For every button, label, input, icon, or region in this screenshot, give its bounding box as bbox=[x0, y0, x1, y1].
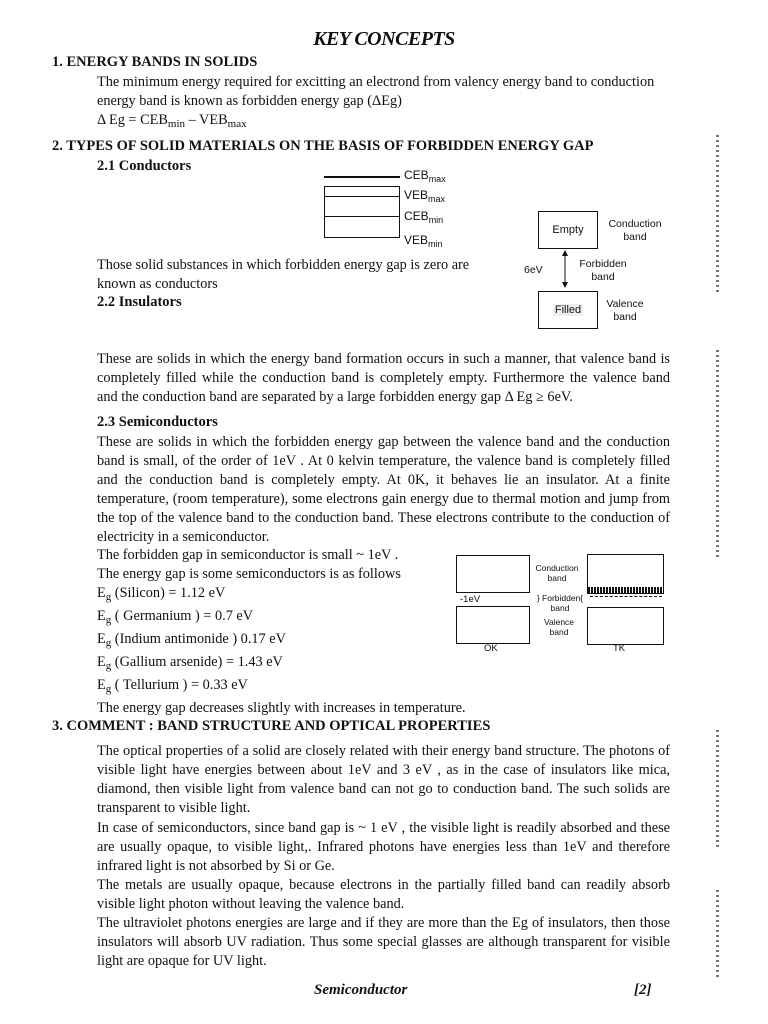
gap-item-indium-antimonide bbox=[97, 630, 466, 653]
optical-paragraph-2: In case of semiconductors, since band gap is ~ 1 eV , the visible light is readily absorbed and these are usually opaque, to visible light,. Infrared photons have energies less than 1eV and therefore infrared light is not absorbed by Si or Ge. bbox=[97, 820, 670, 874]
label-text: CEB bbox=[404, 209, 429, 223]
gap-intro-line: The energy gap is some semiconductors is as follows bbox=[97, 566, 401, 582]
gap-symbol: E bbox=[97, 631, 106, 647]
label-line: band bbox=[591, 271, 615, 283]
label-line: Conduction bbox=[535, 563, 579, 573]
veb-max-label bbox=[404, 188, 445, 204]
equation-subscript-max: max bbox=[227, 118, 247, 130]
section-2-heading: 2. TYPES OF SOLID MATERIALS ON THE BASIS OF FORBIDDEN ENERGY GAP bbox=[52, 138, 594, 154]
semi-conduction-band-0k bbox=[456, 555, 530, 593]
conductors-text bbox=[97, 256, 469, 294]
label-line: Forbidden bbox=[579, 258, 627, 270]
label-line: band bbox=[549, 627, 569, 637]
semi-forbidden-label bbox=[534, 593, 586, 613]
insulators-heading: 2.2 Insulators bbox=[97, 294, 182, 310]
valence-band-label bbox=[602, 298, 648, 324]
gap-item-tellurium bbox=[97, 676, 466, 699]
semi-valence-band-tk bbox=[587, 607, 664, 645]
gap-6ev-label: 6eV bbox=[524, 264, 543, 276]
gap-text: ( Germanium ) = 0.7 eV bbox=[111, 608, 254, 624]
label-sub: min bbox=[428, 215, 444, 225]
footer-subject: Semiconductor bbox=[314, 982, 408, 998]
semi-gap-label: -1eV bbox=[460, 594, 481, 605]
equation-part: – VEB bbox=[185, 112, 228, 128]
label-line: Conduction bbox=[608, 218, 662, 230]
section-1-line-2: energy band is known as forbidden energy gap (ΔEg) bbox=[97, 93, 402, 109]
gap-intro-line: The forbidden gap in semiconductor is small ~ 1eV . bbox=[97, 547, 399, 563]
equation-subscript-min: min bbox=[167, 118, 186, 130]
semi-valence-label bbox=[534, 617, 584, 637]
semiconductors-heading: 2.3 Semiconductors bbox=[97, 414, 218, 430]
gap-text: (Indium antimonide ) 0.17 eV bbox=[111, 631, 286, 647]
label-line: band bbox=[623, 231, 647, 243]
conductors-line: Those solid substances in which forbidden energy gap is zero are bbox=[97, 257, 470, 273]
optical-paragraph-1: The optical properties of a solid are closely related with their energy band structure. The photons of visible light have energies between about 1eV and 3 eV , as in the case of insulators like mica, diamond, then visible light from valence band can not go to conduction band. The such solids are transparent to visible light. bbox=[97, 743, 670, 816]
conduction-band-label bbox=[604, 218, 666, 244]
label-line: band bbox=[613, 311, 637, 323]
conductor-band-diagram bbox=[324, 176, 400, 238]
label-sub: min bbox=[428, 239, 443, 249]
veb-min-label bbox=[404, 233, 443, 249]
equation-part: Δ Eg = CEB bbox=[97, 112, 168, 128]
scan-artifact bbox=[716, 350, 719, 560]
ceb-min-label bbox=[404, 209, 443, 225]
section-1-line-1: The minimum energy required for excitting an electrond from valency energy band to conduction bbox=[97, 74, 655, 90]
gap-item-gallium-arsenide bbox=[97, 653, 466, 676]
conductors-line: known as conductors bbox=[97, 276, 218, 292]
arrow-head-up bbox=[562, 250, 568, 256]
label-line: band bbox=[550, 603, 570, 613]
overlap-line bbox=[324, 216, 400, 217]
energy-gap-equation bbox=[97, 111, 654, 134]
band-line bbox=[324, 176, 400, 178]
conductors-heading: 2.1 Conductors bbox=[97, 158, 192, 174]
gap-symbol: E bbox=[97, 654, 106, 670]
semi-valence-band-0k bbox=[456, 606, 530, 644]
gap-symbol: E bbox=[97, 677, 106, 693]
forbidden-dashed-line bbox=[590, 596, 662, 597]
semiconductor-gap-list bbox=[97, 546, 466, 718]
excited-electrons bbox=[588, 587, 663, 593]
semi-conduction-label bbox=[532, 563, 582, 583]
label-text: VEB bbox=[404, 233, 429, 247]
tk-label: TK bbox=[613, 643, 626, 654]
gap-subscript: g bbox=[105, 591, 112, 603]
label-line: band bbox=[547, 573, 567, 583]
insulators-text: These are solids in which the energy band formation occurs in such a manner, that valence band is completely filled while the conduction band is completely empty. Furthermore the valence band and the conduction band are separated by a large forbidden energy gap Δ Eg ≥ 6eV. bbox=[97, 351, 670, 405]
ceb-max-label bbox=[404, 168, 446, 184]
scan-artifact bbox=[716, 135, 719, 295]
gap-subscript: g bbox=[105, 614, 112, 626]
label-text: CEB bbox=[404, 168, 429, 182]
label-sub: max bbox=[428, 194, 446, 204]
scan-artifact bbox=[716, 730, 719, 850]
optical-paragraph-4: The ultraviolet photons energies are large and if they are more than the Eg of insulators, then those insulators will absorb UV radiation. Thus some special glasses are although transparent for visible light are opaque for UV light. bbox=[97, 915, 670, 969]
filled-band-box bbox=[538, 291, 598, 329]
gap-symbol: E bbox=[97, 585, 106, 601]
label-line: Valence bbox=[606, 298, 644, 310]
semi-conduction-band-tk bbox=[587, 554, 664, 594]
page-title: KEY CONCEPTS bbox=[313, 28, 455, 50]
semiconductors-text: These are solids in which the forbidden energy gap between the valence band and the conduction band is small, of the order of 1eV . At 0 kelvin temperature, the valence band is completely filled and the conduction band is completely empty. At 0K, it behaves lie an insulator. At a finite temperature, (room temperature), some electrons gain energy due to thermal motion and jump from the top of the valence band to the conduction band. These electrons contribute to the conduction of electricity in a semiconductor. bbox=[97, 434, 670, 545]
scan-artifact bbox=[716, 890, 719, 980]
forbidden-band-label bbox=[578, 258, 628, 284]
arrow-head-down bbox=[562, 282, 568, 288]
gap-temperature-line: The energy gap decreases slightly with increases in temperature. bbox=[97, 700, 466, 716]
label-sub: max bbox=[428, 174, 446, 184]
gap-item-germanium bbox=[97, 607, 466, 630]
label-text: VEB bbox=[404, 188, 429, 202]
filled-label: Filled bbox=[554, 304, 582, 316]
gap-symbol: E bbox=[97, 608, 106, 624]
section-3-heading: 3. COMMENT : BAND STRUCTURE AND OPTICAL PROPERTIES bbox=[52, 718, 491, 734]
label-line: } Forbidden{ bbox=[536, 593, 584, 603]
gap-subscript: g bbox=[105, 683, 112, 695]
gap-subscript: g bbox=[105, 637, 112, 649]
gap-text: (Silicon) = 1.12 eV bbox=[111, 585, 226, 601]
page-number: [2] bbox=[634, 982, 652, 998]
valence-band-box bbox=[324, 196, 400, 238]
gap-arrow-icon bbox=[559, 250, 571, 288]
empty-band-box: Empty bbox=[538, 211, 598, 249]
ok-label: OK bbox=[484, 643, 498, 654]
section-1-heading: 1. ENERGY BANDS IN SOLIDS bbox=[52, 54, 258, 70]
label-line: Valence bbox=[543, 617, 575, 627]
gap-subscript: g bbox=[105, 660, 112, 672]
section-1-text bbox=[97, 73, 654, 134]
gap-text: ( Tellurium ) = 0.33 eV bbox=[111, 677, 248, 693]
gap-item-silicon bbox=[97, 584, 466, 607]
gap-text: (Gallium arsenide) = 1.43 eV bbox=[111, 654, 283, 670]
optical-paragraph-3: The metals are usually opaque, because electrons in the partially filled band can readily absorb visible light photon without leaving the valence band. bbox=[97, 877, 670, 912]
